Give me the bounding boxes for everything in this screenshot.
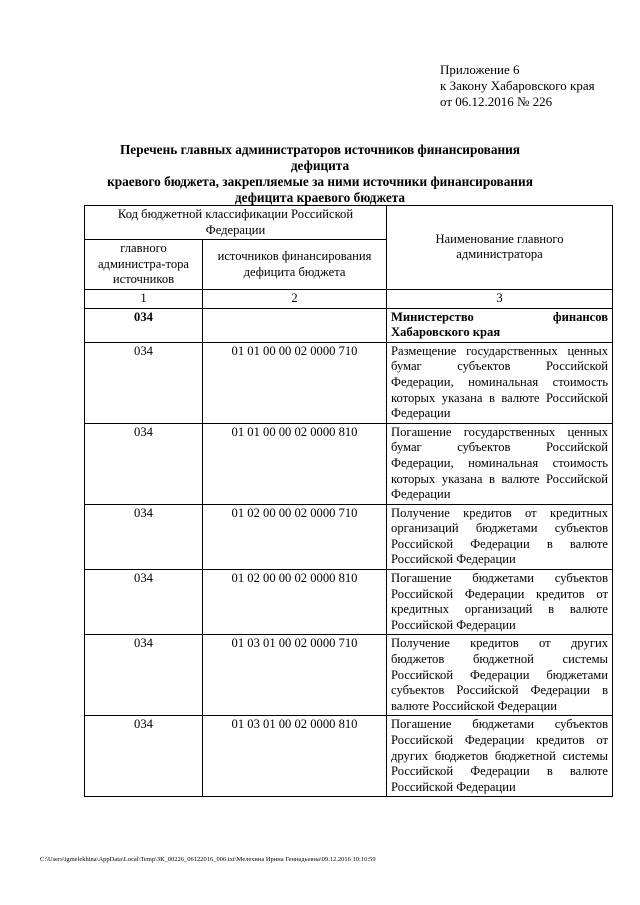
table-row (85, 308, 613, 342)
column-number-1: 1 (85, 289, 203, 308)
source-code-cell: 01 01 00 00 02 0000 710 (203, 342, 387, 423)
admin-code-cell: 034 (85, 504, 203, 569)
source-code-cell: 01 02 00 00 02 0000 810 (203, 570, 387, 635)
table-row (85, 423, 613, 504)
admin-code-cell: 034 (85, 570, 203, 635)
admin-name-cell: Размещение государственных ценных бумаг субъектов Российской Федерации, номинальная стоимость которых указана в валюте Российской Федерации (387, 342, 613, 423)
source-code-cell: 01 03 01 00 02 0000 710 (203, 635, 387, 716)
header-admin-code: главного администра-тора источников (85, 240, 203, 290)
file-path-footer: C:\Users\igmelekhina\AppData\Local\Temp\ЗК_00226_06122016_006.txt\Мелехина Ирина Геннадьевна\09.12.2016 10:10:59 (40, 856, 376, 863)
admin-name-cell: Министерство финансов Хабаровского края (387, 308, 613, 342)
column-number-3: 3 (387, 289, 613, 308)
admin-code-cell: 034 (85, 308, 203, 342)
column-number-2: 2 (203, 289, 387, 308)
table-row (85, 716, 613, 797)
source-code-cell: 01 02 00 00 02 0000 710 (203, 504, 387, 569)
admin-code-cell: 034 (85, 342, 203, 423)
admin-name-cell: Получение кредитов от кредитных организаций бюджетами субъектов Российской Федерации в валюте Российской Федерации (387, 504, 613, 569)
header-admin-name: Наименование главного администратора (387, 206, 613, 290)
appendix-note (440, 62, 595, 110)
admin-name-cell: Погашение государственных ценных бумаг субъектов Российской Федерации, номинальная стоимость которых указана в валюте Российской Федерации (387, 423, 613, 504)
header-source-code: источников финансирования дефицита бюджета (203, 240, 387, 290)
header-row-1 (85, 206, 613, 240)
source-code-cell: 01 03 01 00 02 0000 810 (203, 716, 387, 797)
appendix-line-3: от 06.12.2016 № 226 (440, 94, 553, 109)
admin-name-cell: Получение кредитов от других бюджетов бюджетной системы Российской Федерации бюджетами субъектов Российской Федерации в валюте Российской Федерации (387, 635, 613, 716)
admin-name-cell: Погашение бюджетами субъектов Российской Федерации кредитов от кредитных организаций в валюте Российской Федерации (387, 570, 613, 635)
title-line-2: краевого бюджета, закрепляемые за ними источники финансирования (107, 174, 533, 189)
table-row (85, 570, 613, 635)
source-code-cell (203, 308, 387, 342)
title-line-3: дефицита краевого бюджета (234, 190, 406, 205)
header-code-group: Код бюджетной классификации Российской Федерации (85, 206, 387, 240)
appendix-line-2: к Закону Хабаровского края (440, 78, 595, 93)
admin-code-cell: 034 (85, 423, 203, 504)
admin-code-cell: 034 (85, 716, 203, 797)
admin-code-cell: 034 (85, 635, 203, 716)
appendix-line-1: Приложение 6 (440, 62, 520, 77)
table-row (85, 342, 613, 423)
source-code-cell: 01 01 00 00 02 0000 810 (203, 423, 387, 504)
admin-name-cell: Погашение бюджетами субъектов Российской Федерации кредитов от других бюджетов бюджетной системы Российской Федерации в валюте Российской Федерации (387, 716, 613, 797)
table-row (85, 635, 613, 716)
administrators-table (84, 205, 613, 797)
column-number-row (85, 289, 613, 308)
table-row (85, 504, 613, 569)
title-line-1: Перечень главных администраторов источников финансирования дефицита (119, 142, 521, 173)
document-title (100, 142, 540, 206)
